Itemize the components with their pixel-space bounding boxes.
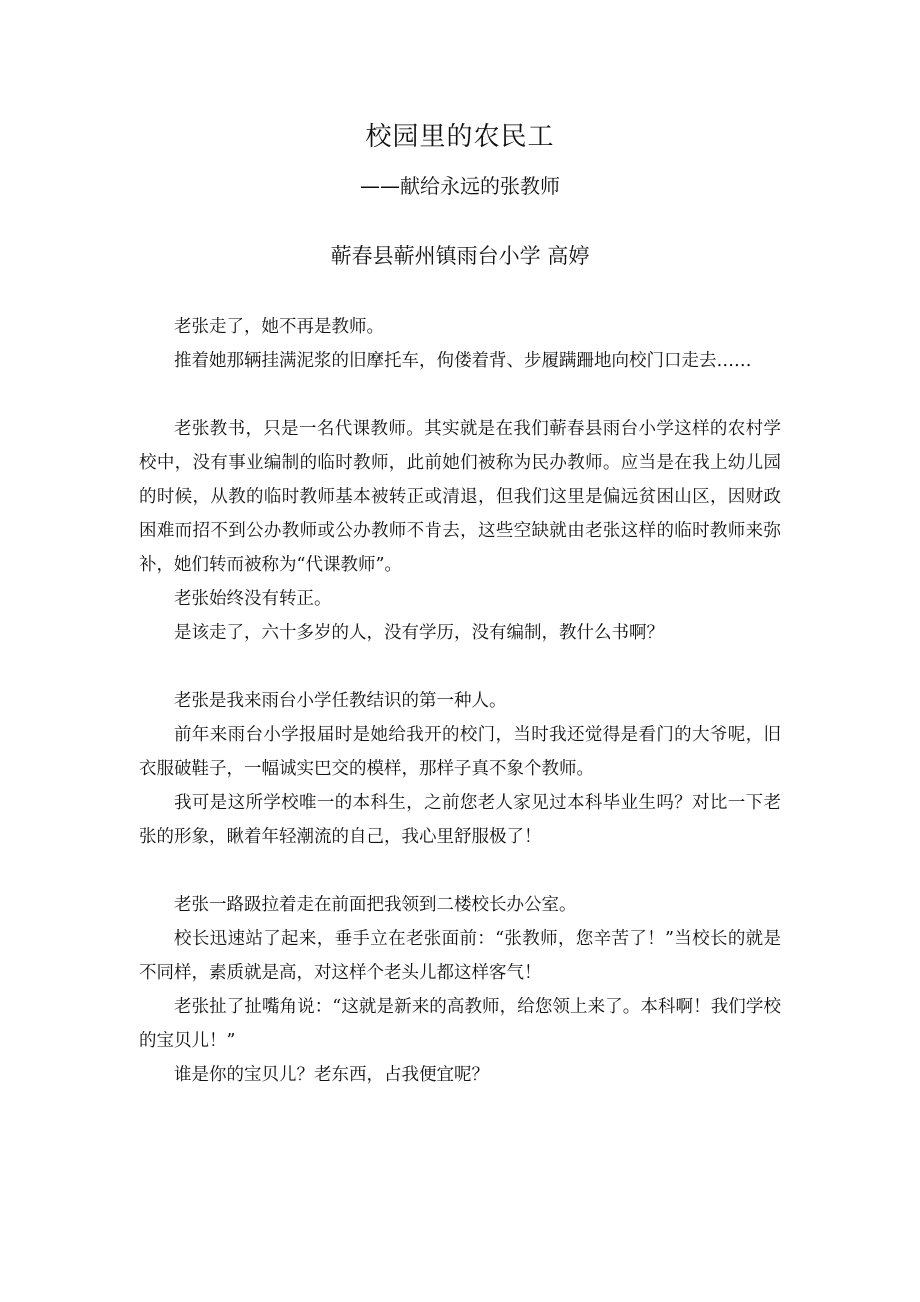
paragraph: 老张一路趿拉着走在前面把我领到二楼校长办公室。 <box>174 895 577 915</box>
paragraph: 前年来雨台小学报届时是她给我开的校门，当时我还觉得是看门的大爷呢，旧衣服破鞋子，一幅诚实巴交的模样，那样子真不象个教师。 <box>139 725 781 779</box>
paragraph: 谁是你的宝贝儿？老东西，占我便宜呢？ <box>174 1065 489 1085</box>
paragraph-gap <box>139 378 781 412</box>
paragraph: 老张扯了扯嘴角说：“这就是新来的高教师，给您领上来了。本科啊！我们学校的宝贝儿！” <box>139 997 781 1051</box>
paragraph: 老张是我来雨台小学任教结识的第一种人。 <box>174 691 507 711</box>
paragraph-gap <box>139 650 781 684</box>
paragraph: 校长迅速站了起来，垂手立在老张面前：“张教师，您辛苦了！”当校长的就是不同样，素质就是高，对这样个老头儿都这样客气！ <box>139 929 781 983</box>
paragraph: 老张始终没有转正。 <box>174 589 332 609</box>
paragraph: 是该走了，六十多岁的人，没有学历，没有编制，教什么书啊？ <box>174 623 664 643</box>
paragraph: 老张教书，只是一名代课教师。其实就是在我们蕲春县雨台小学这样的农村学校中，没有事业编制的临时教师，此前她们被称为民办教师。应当是在我上幼儿园的时候，从教的临时教师基本被转正或清退，但我们这里是偏远贫困山区，因财政困难而招不到公办教师或公办教师不肯去，这些空缺就由老张这样的临时教师来弥补，她们转而被称为“代课教师”。 <box>139 419 781 575</box>
document-title: 校园里的农民工 <box>365 122 555 152</box>
document-subtitle: ——献给永远的张教师 <box>360 174 560 198</box>
author-line: 蕲春县蕲州镇雨台小学 高婷 <box>330 244 590 268</box>
paragraph: 推着她那辆挂满泥浆的旧摩托车，佝偻着背、步履蹒跚地向校门口走去…… <box>174 351 752 371</box>
document-body <box>139 310 781 1092</box>
paragraph-gap <box>139 854 781 888</box>
paragraph: 我可是这所学校唯一的本科生，之前您老人家见过本科毕业生吗？对比一下老张的形象，瞅着年轻潮流的自己，我心里舒服极了！ <box>139 793 781 847</box>
paragraph: 老张走了，她不再是教师。 <box>174 317 384 337</box>
